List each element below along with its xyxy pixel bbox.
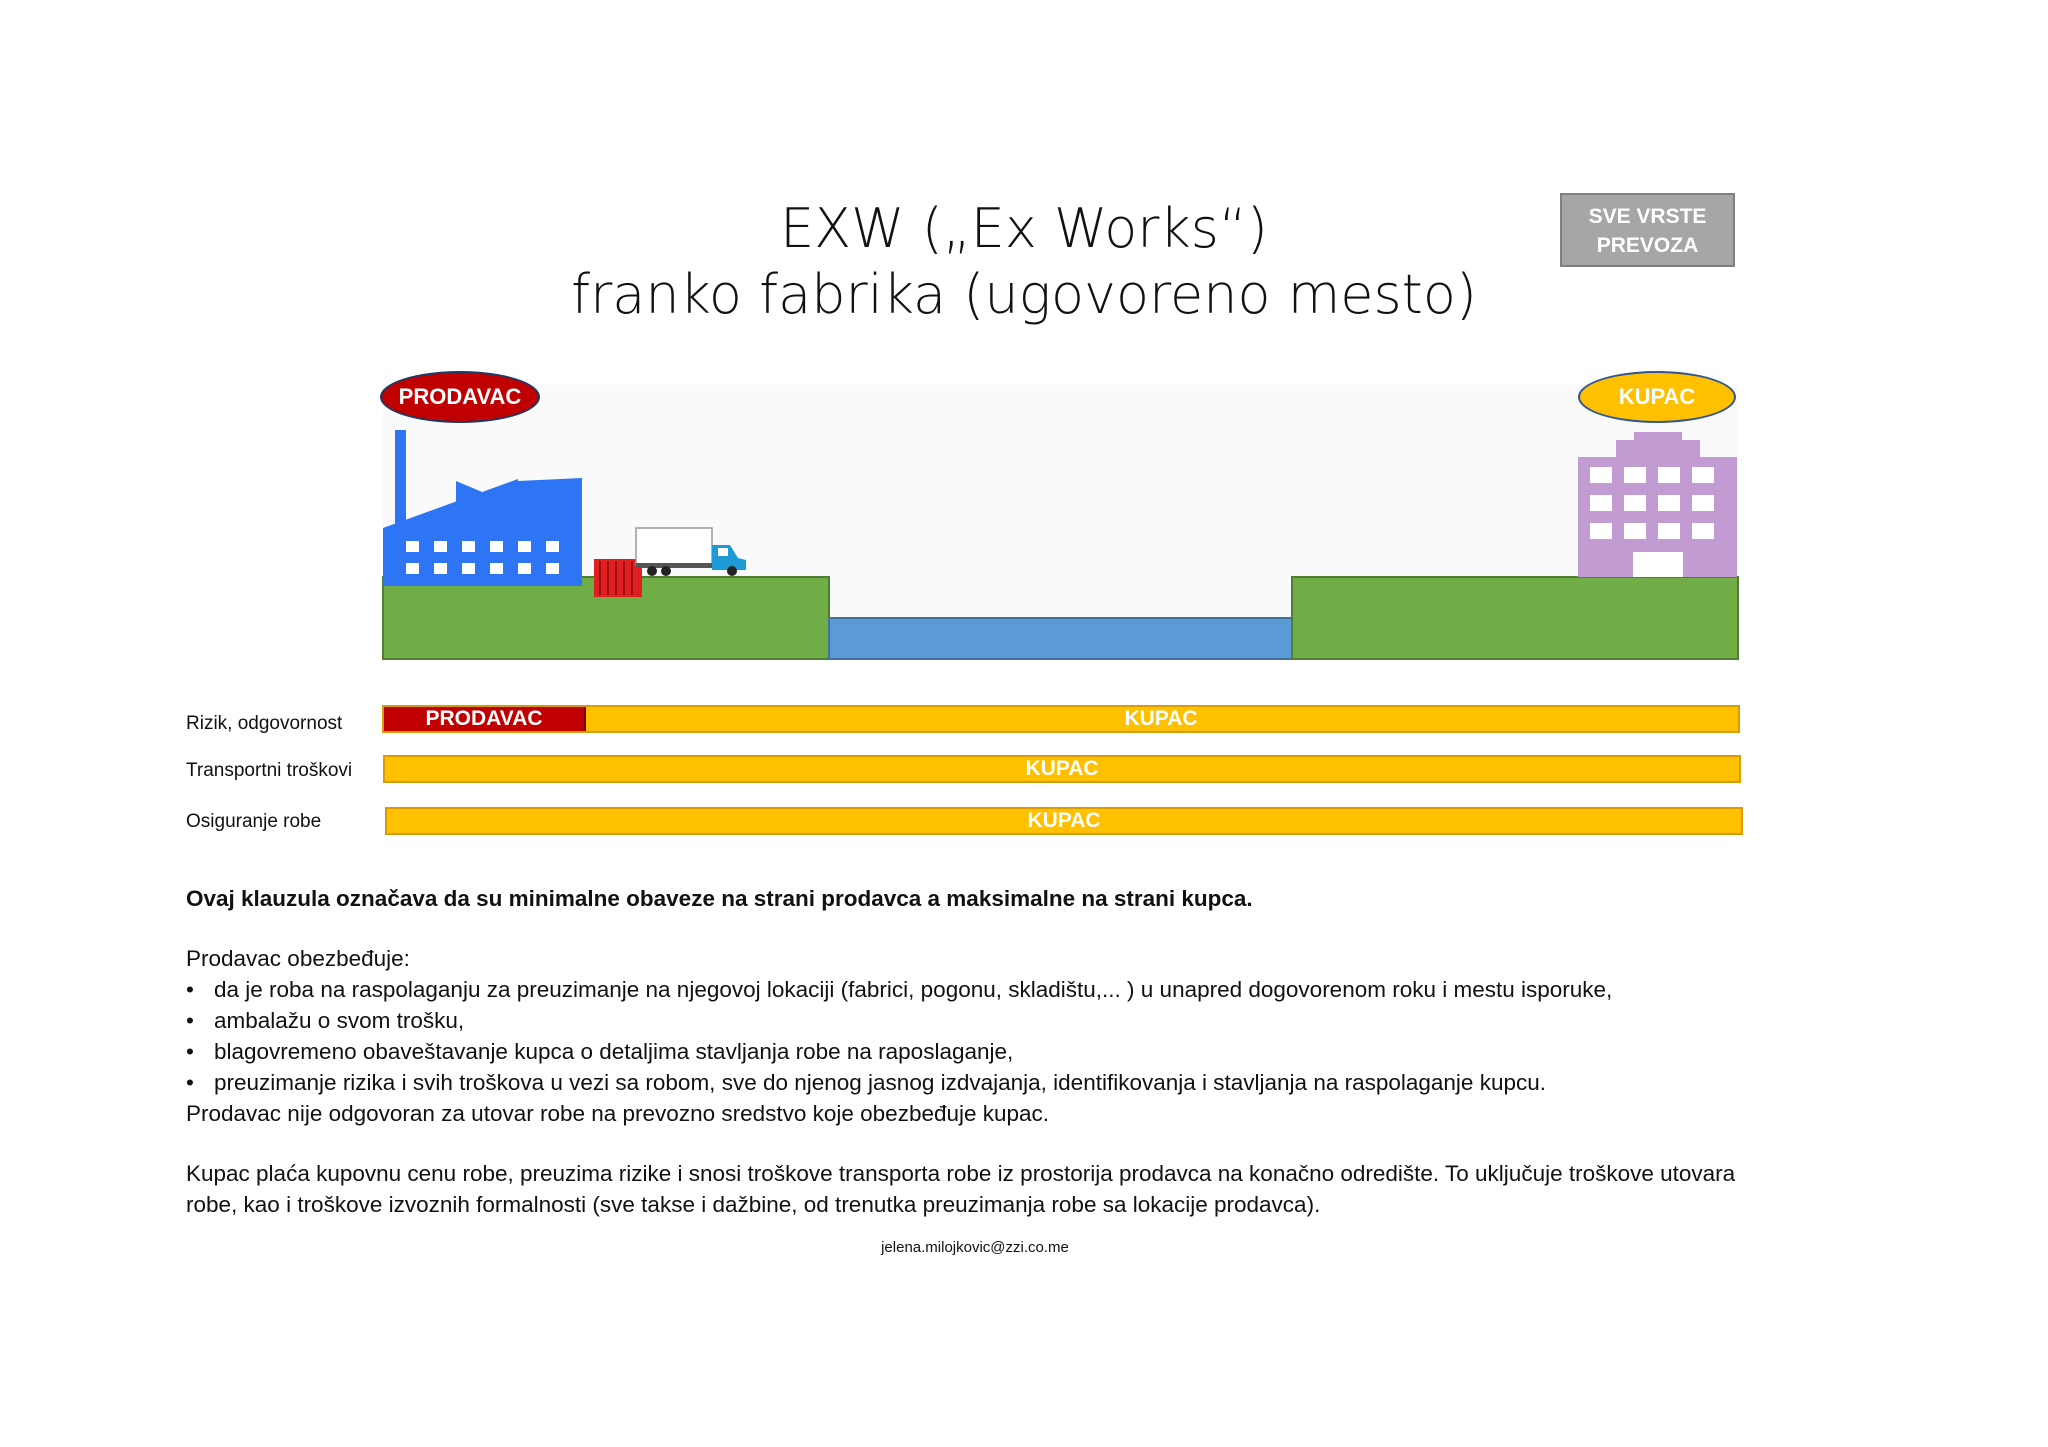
risk-bar-buyer-segment: KUPAC — [1124, 707, 1198, 730]
list-item: • ambalažu o svom trošku, — [186, 1005, 1866, 1036]
buyer-paragraph-line-2: robe, kao i troškove izvoznih formalnosti (sve takse i dažbine, od trenutka preuzimanja robe sa lokacije prodavca). — [186, 1192, 1321, 1217]
insurance-bar: KUPAC — [385, 807, 1743, 835]
seller-heading: Prodavac obezbeđuje: — [186, 946, 410, 971]
list-item: • preuzimanje rizika i svih troškova u vezi sa robom, sve do njenog jasnog izdvajanja, identifikovanja i stavljanja na raspolaganje kupcu. — [186, 1067, 1866, 1098]
intro-text: Ovaj klauzula označava da su minimalne obaveze na strani prodavca a maksimalne na strani kupca. — [186, 886, 1253, 911]
list-item: • blagovremeno obaveštavanje kupca o detaljima stavljanja robe na raposlaganje, — [186, 1036, 1866, 1067]
risk-bar — [382, 705, 1740, 733]
shipping-container-icon — [594, 559, 642, 597]
intro-paragraph — [186, 883, 1866, 914]
water — [829, 618, 1292, 659]
transport-costs-bar: KUPAC — [383, 755, 1741, 783]
seller-obligations-list — [186, 974, 1866, 1098]
badge-line-1: SVE VRSTE — [1588, 205, 1707, 228]
buyer-paragraph-line-1: Kupac plaća kupovnu cenu robe, preuzima rizike i snosi troškove transporta robe iz prostorija prodavca na konačno odredište. To uključuje troškove utovara — [186, 1161, 1736, 1186]
buyer-paragraph — [186, 1158, 1866, 1220]
row-label-insurance: Osiguranje robe — [186, 811, 322, 832]
list-item: • da je roba na raspolaganju za preuzimanje na njegovoj lokaciji (fabrici, pogonu, skladištu,... ) u unapred dogovorenom roku i mestu isporuke, — [186, 974, 1866, 1005]
seller-obligations — [186, 943, 1866, 1129]
seller-label-oval: PRODAVAC — [380, 371, 540, 423]
row-label-risk: Rizik, odgovornost — [186, 713, 343, 734]
risk-bar-seller-segment: PRODAVAC — [384, 707, 586, 731]
row-label-transport-costs: Transportni troškovi — [186, 760, 353, 781]
badge-line-2: PREVOZA — [1596, 234, 1699, 257]
title-line-2: franko fabrika (ugovoreno mesto) — [571, 263, 1477, 326]
title-line-1: EXW („Ex Works“) — [780, 197, 1268, 260]
land-right — [1292, 577, 1738, 659]
delivery-scene — [0, 0, 2048, 700]
seller-note: Prodavac nije odgovoran za utovar robe na prevozno sredstvo koje obezbeđuje kupac. — [186, 1101, 1050, 1126]
footer-email: jelena.milojkovic@zzi.co.me — [881, 1239, 1069, 1256]
buyer-label-oval: KUPAC — [1578, 371, 1736, 423]
